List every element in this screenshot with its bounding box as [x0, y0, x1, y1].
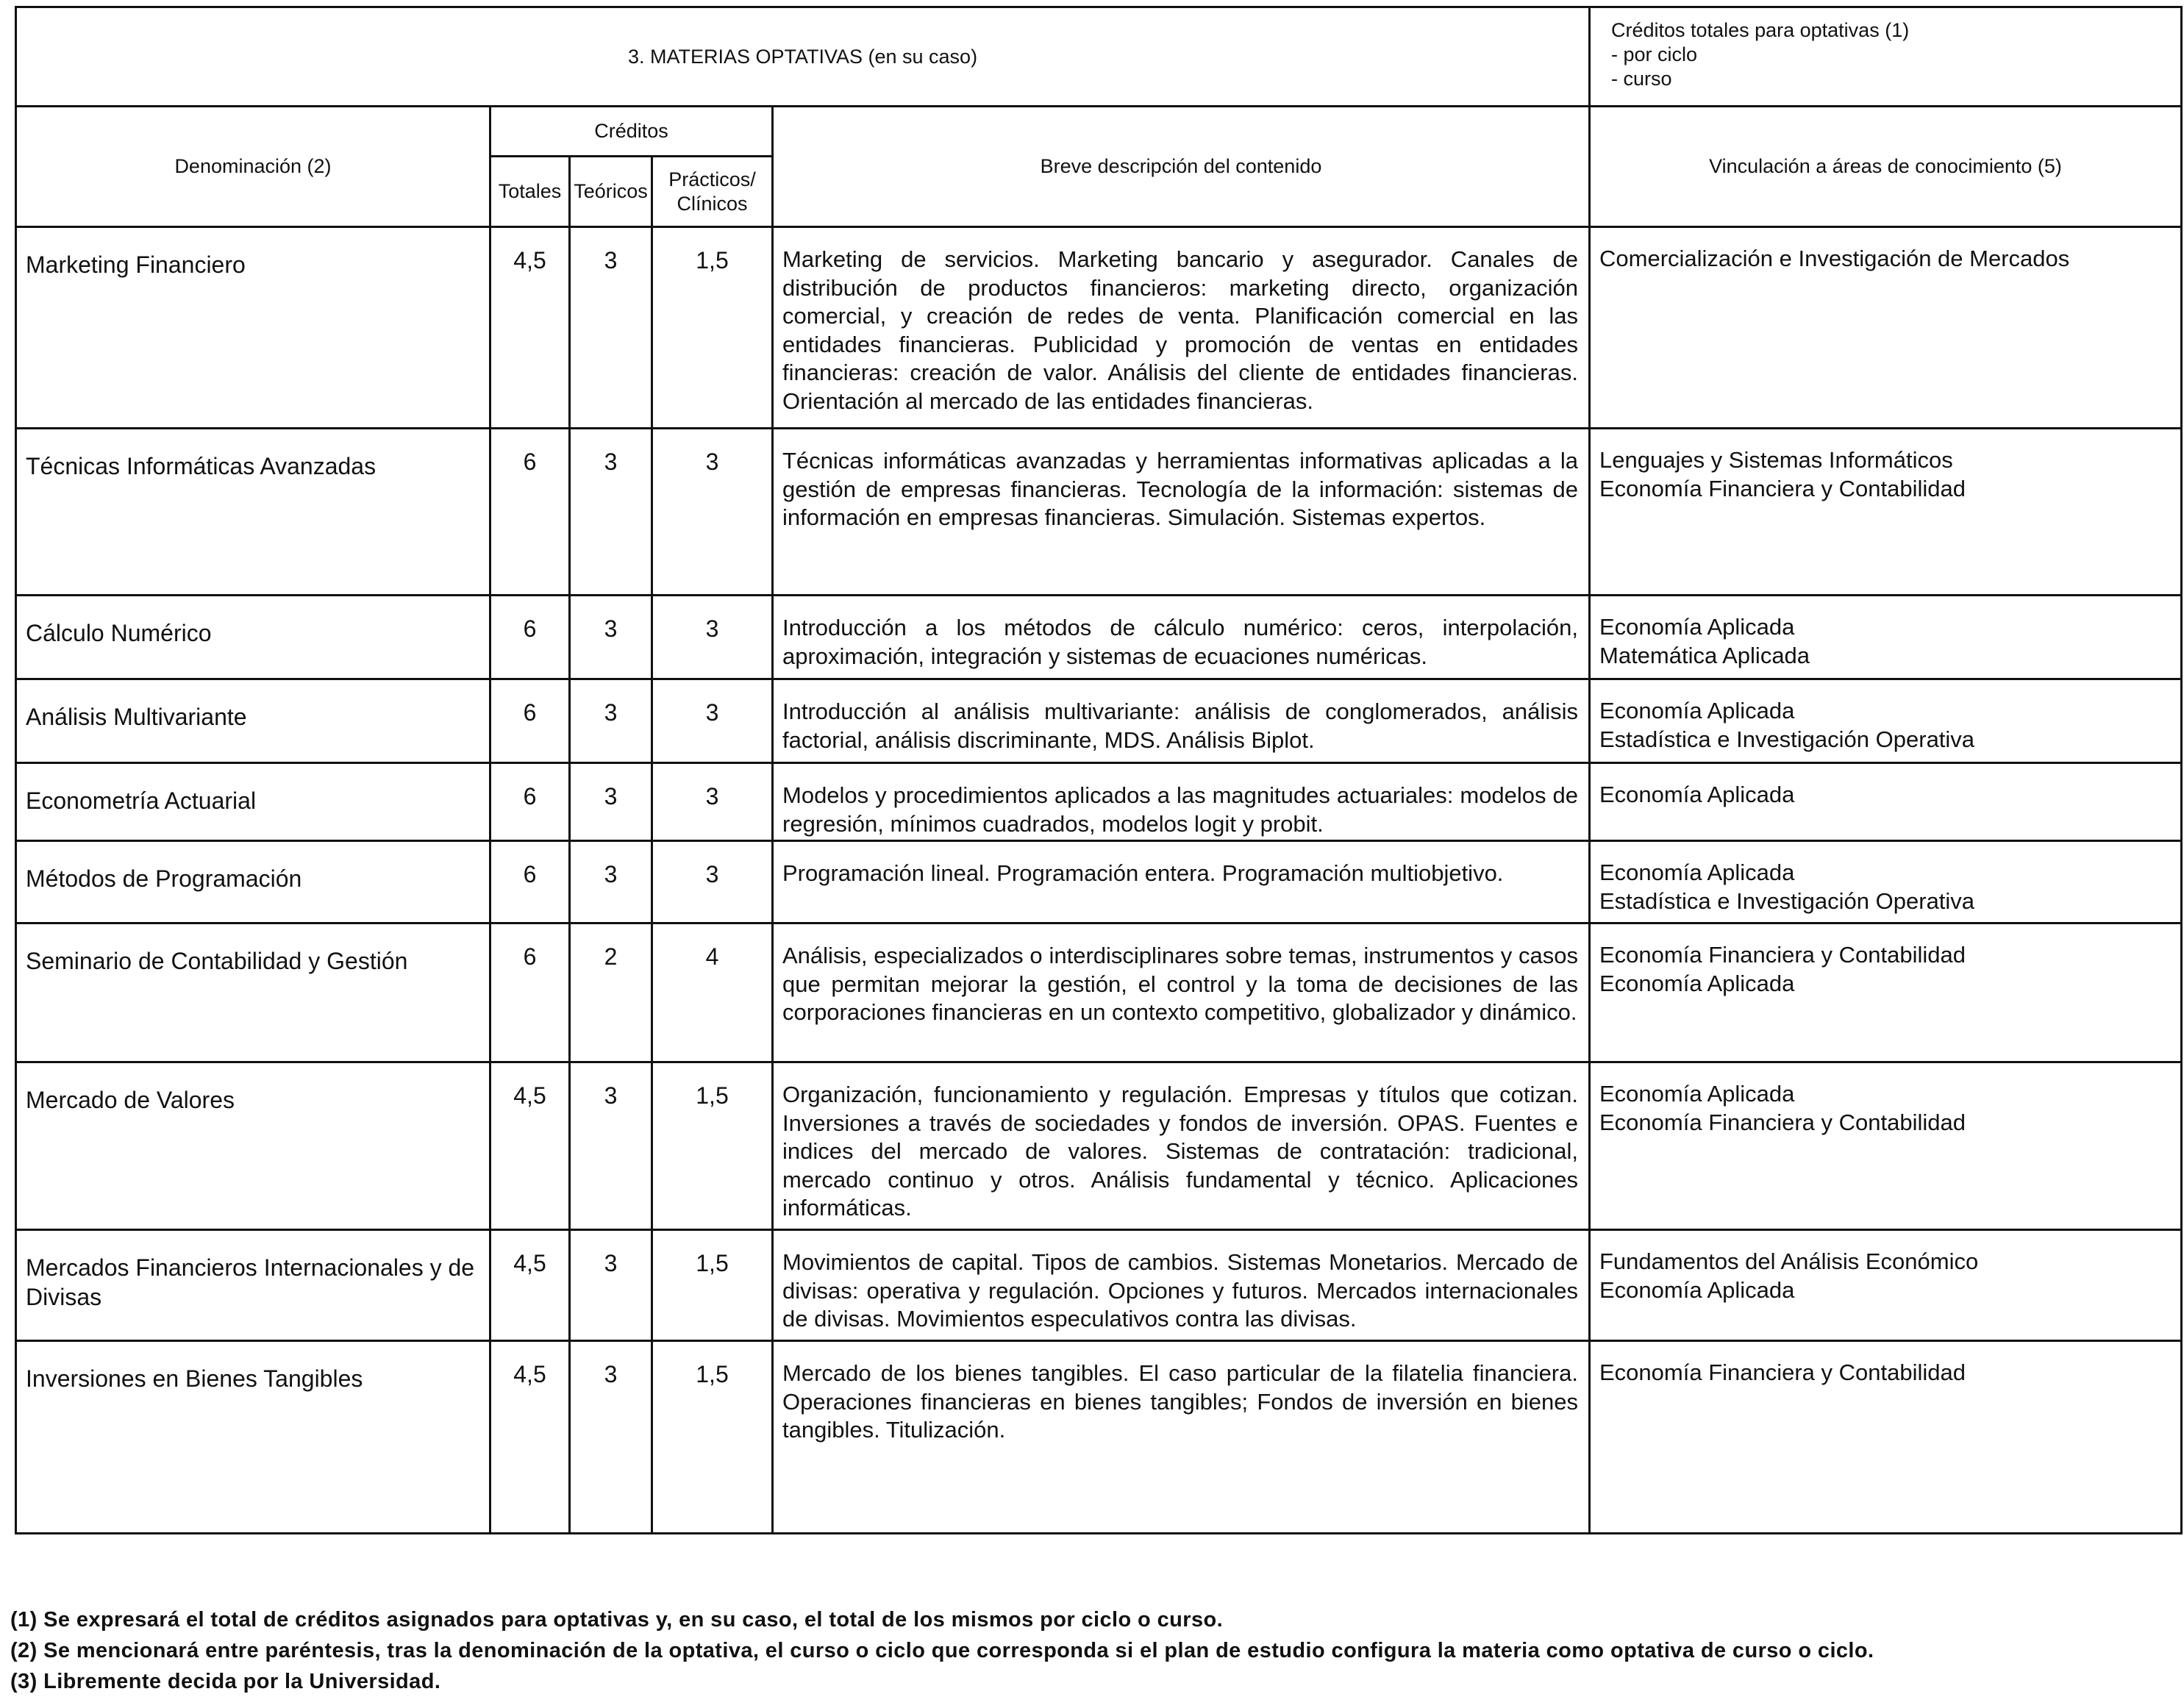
- title-row: [16, 7, 2182, 107]
- table-row: [16, 841, 2182, 923]
- subject-name: Técnicas Informáticas Avanzadas: [16, 429, 490, 596]
- column-header-row: [16, 107, 2182, 157]
- credits-teoricos: 3: [570, 227, 652, 429]
- credits-total-line: - curso: [1611, 68, 1672, 90]
- knowledge-area: Economía Financiera y Contabilidad: [1599, 476, 1966, 501]
- subject-name: Métodos de Programación: [16, 841, 490, 923]
- subject-name: Análisis Multivariante: [16, 679, 490, 763]
- knowledge-area: Comercialización e Investigación de Mercados: [1599, 246, 2070, 271]
- subject-name: Inversiones en Bienes Tangibles: [16, 1341, 490, 1534]
- credits-totales: 6: [490, 923, 570, 1062]
- footnote: (1) Se expresará el total de créditos asignados para optativas y, en su caso, el total de los mismos por ciclo o curso.: [10, 1608, 1224, 1632]
- knowledge-areas: [1590, 679, 2182, 763]
- footnotes: [10, 1604, 2172, 1697]
- credits-practicos: 1,5: [652, 1062, 773, 1230]
- footnote: (2) Se mencionará entre paréntesis, tras la denominación de la optativa, el curso o ciclo que corresponda si el plan de estudio configura la materia como optativa de curso o ciclo.: [10, 1639, 1874, 1662]
- credits-totales: 6: [490, 841, 570, 923]
- subject-description: Análisis, especializados o interdisciplinares sobre temas, instrumentos y casos que permitan mejorar la gestión, el control y la toma de decisiones de las corporaciones financieras en un contexto competitivo, globalizador y dinámico.: [773, 923, 1590, 1062]
- knowledge-area: Economía Financiera y Contabilidad: [1599, 942, 1966, 968]
- subject-description: Introducción a los métodos de cálculo numérico: ceros, interpolación, aproximación, integración y sistemas de ecuaciones numéricas.: [773, 596, 1590, 679]
- knowledge-area: Estadística e Investigación Operativa: [1599, 726, 1975, 752]
- table-row: [16, 1341, 2182, 1534]
- subject-name: Mercado de Valores: [16, 1062, 490, 1230]
- table-row: [16, 923, 2182, 1062]
- subject-description: Marketing de servicios. Marketing bancario y asegurador. Canales de distribución de productos financieros: marketing directo, organización comercial, y creación de redes de venta. Planificación comercial en las entidades financieras. Publicidad y promoción de ventas en entidades financieras: creación de valor. Análisis del cliente de entidades financieras. Orientación al mercado de las entidades financieras.: [773, 227, 1590, 429]
- credits-totales: 6: [490, 429, 570, 596]
- credits-practicos: 3: [652, 429, 773, 596]
- subject-name: Econometría Actuarial: [16, 763, 490, 841]
- col-header-practicos: Prácticos/ Clínicos: [652, 157, 773, 227]
- knowledge-area: Economía Aplicada: [1599, 614, 1795, 640]
- table-row: [16, 596, 2182, 679]
- credits-total-box: [1590, 7, 2182, 107]
- credits-teoricos: 3: [570, 841, 652, 923]
- credits-practicos: 3: [652, 679, 773, 763]
- table-row: [16, 763, 2182, 841]
- knowledge-area: Economía Aplicada: [1599, 782, 1795, 807]
- table-row: [16, 227, 2182, 429]
- subject-description: Modelos y procedimientos aplicados a las magnitudes actuariales: modelos de regresión, mínimos cuadrados, modelos logit y probit.: [773, 763, 1590, 841]
- knowledge-area: Fundamentos del Análisis Económico: [1599, 1248, 1979, 1274]
- table-row: [16, 679, 2182, 763]
- credits-practicos: 3: [652, 841, 773, 923]
- knowledge-areas: [1590, 429, 2182, 596]
- subject-description: Introducción al análisis multivariante: análisis de conglomerados, análisis factorial, análisis discriminante, MDS. Análisis Biplot.: [773, 679, 1590, 763]
- credits-teoricos: 3: [570, 429, 652, 596]
- knowledge-area: Economía Financiera y Contabilidad: [1599, 1359, 1966, 1385]
- subject-name: Cálculo Numérico: [16, 596, 490, 679]
- credits-practicos: 1,5: [652, 1230, 773, 1341]
- knowledge-area: Economía Aplicada: [1599, 1081, 1795, 1107]
- subject-description: Movimientos de capital. Tipos de cambios. Sistemas Monetarios. Mercado de divisas: operativa y regulación. Opciones y futuros. Mercados internacionales de divisas. Movimientos especulativos contra las divisas.: [773, 1230, 1590, 1341]
- credits-totales: 4,5: [490, 227, 570, 429]
- table-row: [16, 1230, 2182, 1341]
- credits-teoricos: 3: [570, 1341, 652, 1534]
- credits-totales: 6: [490, 679, 570, 763]
- credits-practicos: 4: [652, 923, 773, 1062]
- section-title: 3. MATERIAS OPTATIVAS (en su caso): [16, 7, 1590, 107]
- knowledge-area: Matemática Aplicada: [1599, 643, 1810, 668]
- credits-totales: 4,5: [490, 1230, 570, 1341]
- optional-subjects-table: [15, 6, 2183, 1534]
- credits-teoricos: 2: [570, 923, 652, 1062]
- subject-name: Marketing Financiero: [16, 227, 490, 429]
- credits-practicos: 1,5: [652, 227, 773, 429]
- knowledge-area: Economía Aplicada: [1599, 971, 1795, 996]
- knowledge-area: Lenguajes y Sistemas Informáticos: [1599, 447, 1953, 473]
- credits-totales: 6: [490, 596, 570, 679]
- col-header-teoricos: Teóricos: [570, 157, 652, 227]
- knowledge-area: Economía Financiera y Contabilidad: [1599, 1110, 1966, 1135]
- table-row: [16, 1062, 2182, 1230]
- knowledge-areas: [1590, 1062, 2182, 1230]
- col-header-denominacion: Denominación (2): [16, 107, 490, 227]
- knowledge-areas: [1590, 227, 2182, 429]
- knowledge-area: Economía Aplicada: [1599, 698, 1795, 723]
- table-row: [16, 429, 2182, 596]
- subject-description: Organización, funcionamiento y regulación. Empresas y títulos que cotizan. Inversiones a través de sociedades y fondos de inversión. OPAS. Fuentes e indices del mercado de valores. Sistemas de contratación: tradicional, mercado continuo y otros. Análisis fundamental y técnico. Aplicaciones informáticas.: [773, 1062, 1590, 1230]
- knowledge-areas: [1590, 1230, 2182, 1341]
- knowledge-area: Economía Aplicada: [1599, 860, 1795, 885]
- knowledge-area: Economía Aplicada: [1599, 1277, 1795, 1303]
- subject-description: Mercado de los bienes tangibles. El caso particular de la filatelia financiera. Operaciones financieras en bienes tangibles; Fondos de inversión en bienes tangibles. Titulización.: [773, 1341, 1590, 1534]
- credits-totales: 4,5: [490, 1062, 570, 1230]
- col-header-descripcion: Breve descripción del contenido: [773, 107, 1590, 227]
- credits-practicos: 3: [652, 596, 773, 679]
- knowledge-areas: [1590, 596, 2182, 679]
- credits-total-line: - por ciclo: [1611, 43, 1698, 65]
- credits-teoricos: 3: [570, 679, 652, 763]
- subject-description: Técnicas informáticas avanzadas y herramientas informativas aplicadas a la gestión de empresas financieras. Tecnología de la información: sistemas de información en empresas financieras. Simulación. Sistemas expertos.: [773, 429, 1590, 596]
- knowledge-areas: [1590, 923, 2182, 1062]
- credits-total-line: Créditos totales para optativas (1): [1611, 19, 1910, 41]
- knowledge-areas: [1590, 763, 2182, 841]
- knowledge-area: Estadística e Investigación Operativa: [1599, 888, 1975, 914]
- footnote: (3) Libremente decida por la Universidad.: [10, 1670, 441, 1693]
- knowledge-areas: [1590, 1341, 2182, 1534]
- credits-teoricos: 3: [570, 1062, 652, 1230]
- credits-practicos: 3: [652, 763, 773, 841]
- subject-name: Seminario de Contabilidad y Gestión: [16, 923, 490, 1062]
- credits-teoricos: 3: [570, 763, 652, 841]
- col-header-vinculacion: Vinculación a áreas de conocimiento (5): [1590, 107, 2182, 227]
- credits-teoricos: 3: [570, 1230, 652, 1341]
- subject-description: Programación lineal. Programación entera. Programación multiobjetivo.: [773, 841, 1590, 923]
- credits-practicos: 1,5: [652, 1341, 773, 1534]
- credits-teoricos: 3: [570, 596, 652, 679]
- col-header-creditos: Créditos: [490, 107, 773, 157]
- credits-totales: 4,5: [490, 1341, 570, 1534]
- knowledge-areas: [1590, 841, 2182, 923]
- subject-name: Mercados Financieros Internacionales y de Divisas: [16, 1230, 490, 1341]
- credits-totales: 6: [490, 763, 570, 841]
- col-header-totales: Totales: [490, 157, 570, 227]
